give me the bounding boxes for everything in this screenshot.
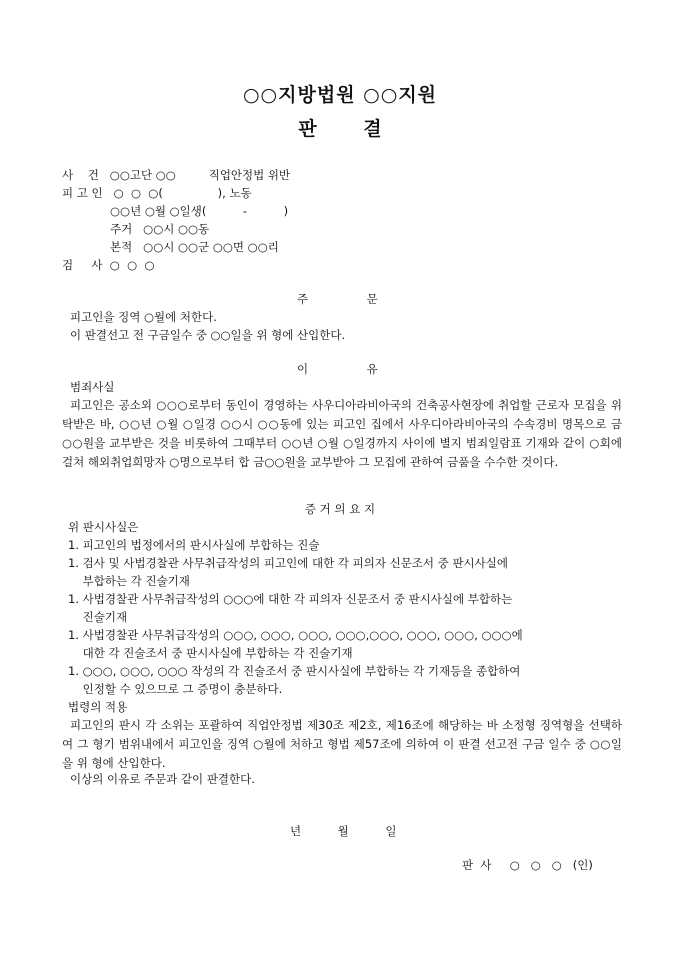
evidence-item-continued: 부합하는 각 진술기재 bbox=[68, 574, 190, 588]
evidence-item: 1. ○○○, ○○○, ○○○ 작성의 각 진술조서 중 판시사실에 부합하는 각 기재등을 종합하여 bbox=[68, 664, 521, 678]
evidence-intro: 위 판시사실은 bbox=[68, 520, 139, 534]
case-line: 사 건 ○○고단 ○○ 직업안정법 위반 bbox=[62, 168, 291, 182]
evidence-item-continued: 진술기재 bbox=[68, 610, 128, 624]
document-type-title: 판 결 bbox=[298, 118, 382, 140]
evidence-item: 1. 사법경찰관 사무취급작성의 ○○○, ○○○, ○○○, ○○○,○○○, ○○○, ○○○, ○○○에 bbox=[68, 628, 523, 642]
order-heading: 주 문 bbox=[297, 292, 378, 306]
judge-signature: 판 사 ○ ○ ○ (인) bbox=[462, 858, 593, 872]
evidence-item-continued: 대한 각 진술조서 중 판시사실에 부합하는 각 진술기재 bbox=[68, 646, 353, 660]
birth-line: ○○년 ○월 ○일생( - ) bbox=[110, 204, 289, 218]
crime-facts-body: 피고인은 공소외 ○○○로부터 동인이 경영하는 사우디아라비아국의 건축공사현장에 취업할 근로자 모집을 위탁받은 바, ○○년 ○월 ○일경 ○○시 ○○동에 있는 피고인 집에서 사우디아라비아국의 수속경비 명목으로 금 ○○원을 교부받은 것을 비롯하여 그때부터 ○○년 ○월 ○일경까지 사이에 별지 범죄일람표 기재와 같이 ○회에 걸쳐 해외취업희망자 ○명으로부터 합 금○○원을 교부받아 그 모집에 관하여 금품을 수수한 것이다. bbox=[62, 398, 622, 469]
crime-facts-title: 범죄사실 bbox=[70, 380, 115, 394]
prosecutor-line: 검 사 ○ ○ ○ bbox=[62, 258, 155, 272]
residence-line: 주거 ○○시 ○○동 bbox=[110, 222, 210, 236]
conclusion-line: 이상의 이유로 주문과 같이 판결한다. bbox=[70, 772, 255, 786]
evidence-item-continued: 인정할 수 있으므로 그 증명이 충분하다. bbox=[68, 682, 283, 696]
domicile-line: 본적 ○○시 ○○군 ○○면 ○○리 bbox=[110, 240, 279, 254]
order-line-2: 이 판결선고 전 구금일수 중 ○○일을 위 형에 산입한다. bbox=[70, 328, 346, 342]
law-body: 피고인의 판시 각 소위는 포괄하여 직업안정법 제30조 제2호, 제16조에 해당하는 바 소정형 징역형을 선택하여 그 형기 범위내에서 피고인을 징역 ○월에 처하고 형법 제57조에 의하여 이 판결 선고전 구금 일수 중 ○○일을 위 형에 산입한다. bbox=[62, 718, 622, 770]
defendant-line: 피 고 인 ○ ○ ○( ), 노동 bbox=[62, 186, 252, 200]
order-line-1: 피고인을 징역 ○월에 처한다. bbox=[70, 310, 217, 324]
court-title: ○○지방법원 ○○지원 bbox=[242, 84, 438, 106]
evidence-item: 1. 검사 및 사법경찰관 사무취급작성의 피고인에 대한 각 피의자 신문조서 중 판시사실에 bbox=[68, 556, 508, 570]
evidence-heading: 증 거 의 요 지 bbox=[304, 502, 376, 516]
reasons-heading: 이 유 bbox=[297, 362, 378, 376]
evidence-item: 1. 사법경찰관 사무취급작성의 ○○○에 대한 각 피의자 신문조서 중 판시사실에 부합하는 bbox=[68, 592, 513, 606]
judgment-date: 년 월 일 bbox=[290, 824, 397, 838]
evidence-item: 1. 피고인의 법정에서의 판시사실에 부합하는 진술 bbox=[68, 538, 320, 552]
law-title: 법령의 적용 bbox=[68, 700, 128, 714]
